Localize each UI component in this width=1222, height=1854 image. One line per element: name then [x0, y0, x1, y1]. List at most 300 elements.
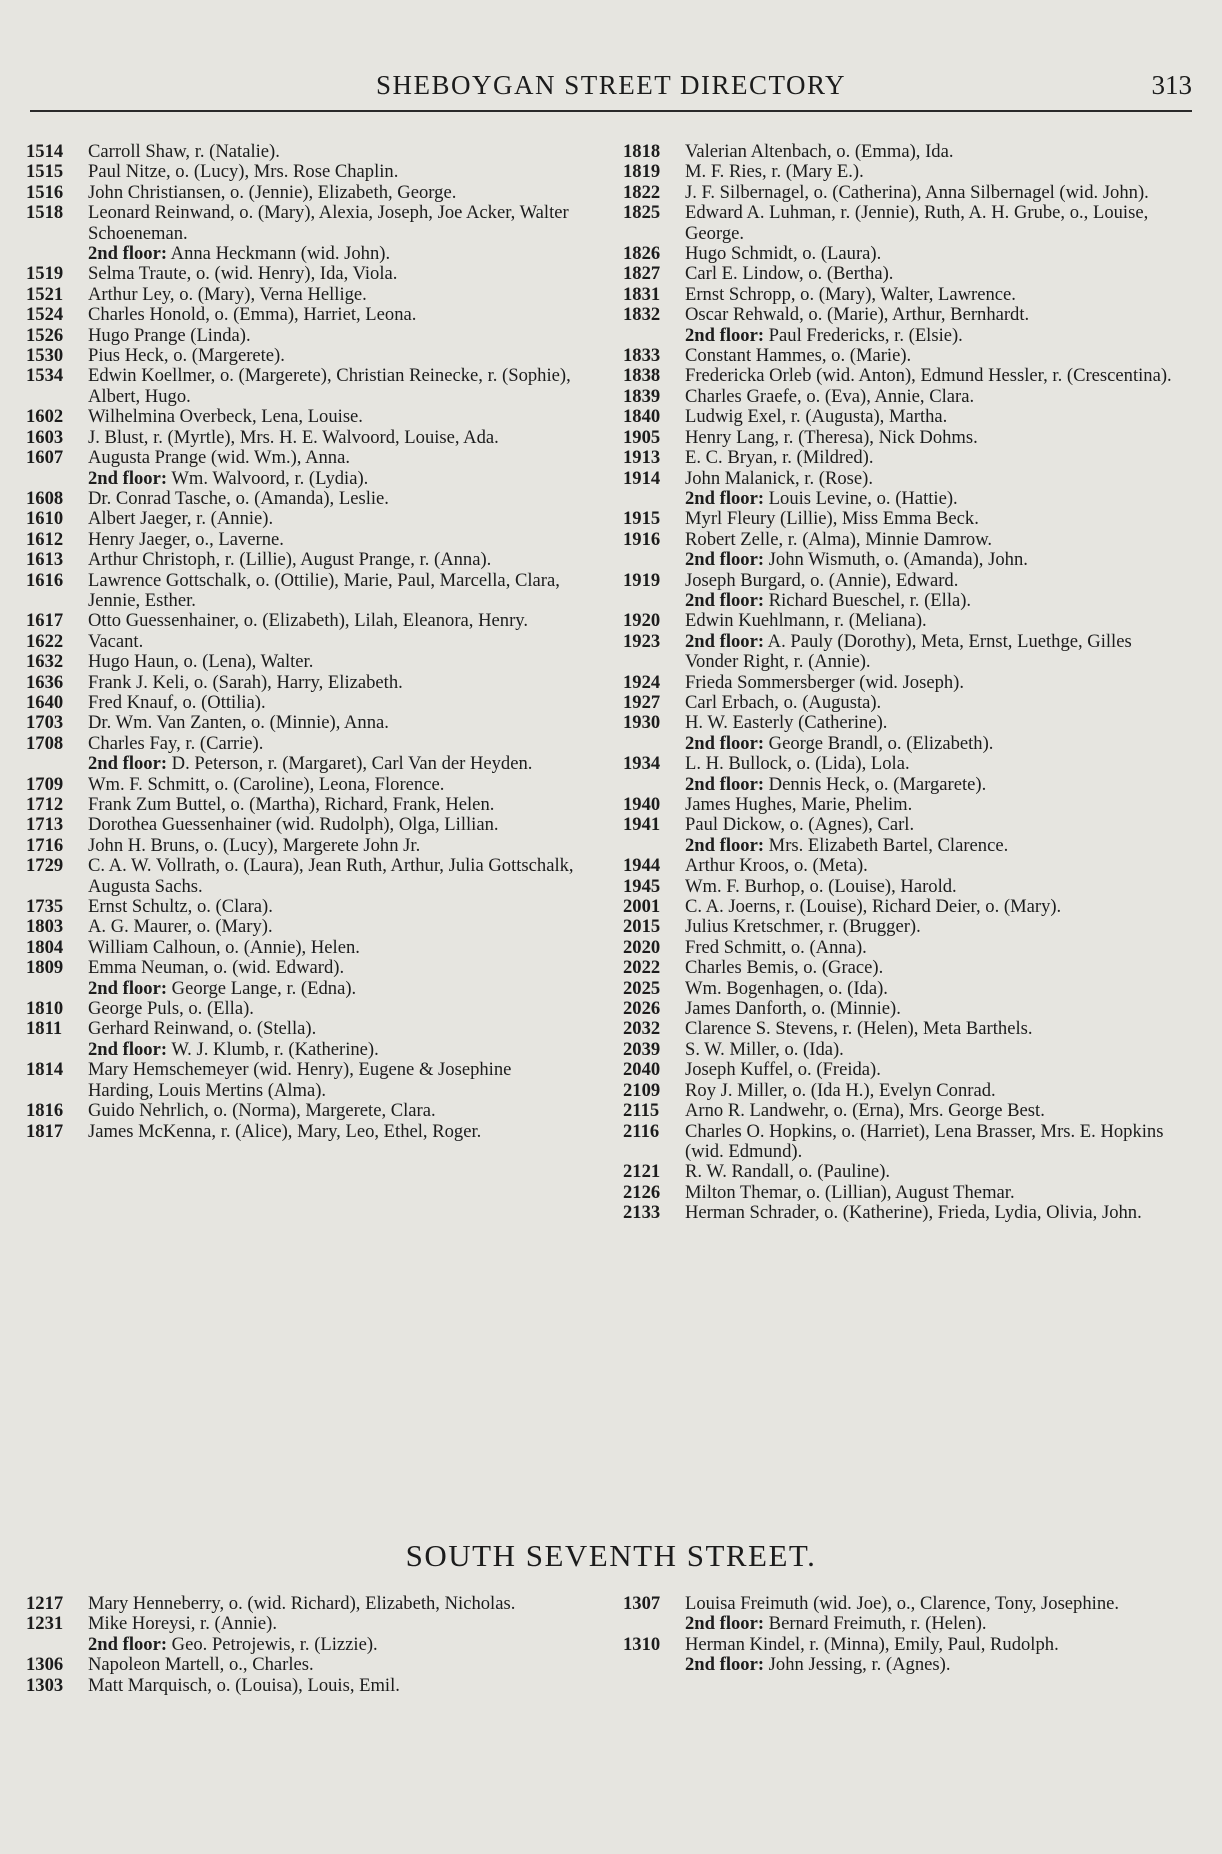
- resident-text: Anna Heckmann (wid. John).: [167, 243, 391, 265]
- resident-text: Oscar Rehwald, o. (Marie), Arthur, Bernhardt.: [685, 304, 1030, 326]
- directory-entry: [623, 632, 1178, 673]
- house-number: 1613: [26, 549, 64, 571]
- directory-entry: [26, 305, 581, 325]
- resident-text: Wm. Walvoord, r. (Lydia).: [167, 467, 369, 489]
- house-number: 1940: [623, 794, 661, 815]
- resident-text: Charles Bemis, o. (Grace).: [685, 957, 884, 979]
- directory-entry: [26, 632, 581, 652]
- resident-text: L. H. Bullock, o. (Lida), Lola.: [685, 753, 910, 775]
- resident-text: Myrl Fleury (Lillie), Miss Emma Beck.: [685, 508, 979, 530]
- directory-entry: [26, 836, 581, 856]
- directory-entry: [26, 713, 581, 733]
- house-number: 1923: [623, 630, 661, 652]
- directory-entry: [623, 1183, 1178, 1203]
- house-number: 1913: [623, 447, 661, 469]
- directory-entry: [623, 754, 1178, 774]
- resident-text: Roy J. Miller, o. (Ida H.), Evelyn Conrad.: [685, 1079, 996, 1101]
- directory-entry: [26, 652, 581, 672]
- directory-entry: [623, 1122, 1178, 1163]
- resident-text: Arthur Ley, o. (Mary), Verna Hellige.: [88, 283, 367, 305]
- directory-entry: [623, 571, 1178, 591]
- resident-text: Louisa Freimuth (wid. Joe), o., Clarence, Tony, Josephine.: [685, 1593, 1120, 1614]
- house-number: 1712: [26, 794, 64, 815]
- floor-label: 2nd floor:: [685, 589, 765, 611]
- directory-entry: [26, 264, 581, 284]
- resident-text: Robert Zelle, r. (Alma), Minnie Damrow.: [685, 528, 993, 550]
- floor-label: 2nd floor:: [685, 773, 765, 795]
- resident-text: Joseph Burgard, o. (Annie), Edward.: [685, 569, 959, 591]
- house-number: 1944: [623, 855, 661, 877]
- directory-entry: [623, 203, 1178, 244]
- house-number: 1826: [623, 243, 661, 265]
- left-column-bottom: [26, 1594, 581, 1696]
- directory-entry: [623, 469, 1178, 489]
- house-number: 1703: [26, 712, 64, 734]
- directory-entry: [26, 611, 581, 631]
- resident-text: Frank Zum Buttel, o. (Martha), Richard, Frank, Helen.: [88, 794, 495, 815]
- house-number: 1518: [26, 202, 64, 224]
- house-number: 1303: [26, 1674, 64, 1696]
- resident-text: Dr. Wm. Van Zanten, o. (Minnie), Anna.: [88, 712, 389, 734]
- directory-entry: [623, 795, 1178, 815]
- house-number: 1729: [26, 855, 64, 877]
- directory-entry: [26, 142, 581, 162]
- resident-text: Bernard Freimuth, r. (Helen).: [764, 1613, 987, 1635]
- resident-text: Ernst Schultz, o. (Clara).: [88, 896, 273, 918]
- resident-text: Henry Lang, r. (Theresa), Nick Dohms.: [685, 426, 978, 448]
- house-number: 1530: [26, 345, 64, 367]
- resident-text: Mike Horeysi, r. (Annie).: [88, 1613, 277, 1635]
- right-column-top: [623, 142, 1178, 1224]
- resident-text: Charles Graefe, o. (Eva), Annie, Clara.: [685, 385, 975, 407]
- resident-text: Frank J. Keli, o. (Sarah), Harry, Elizabeth.: [88, 671, 403, 693]
- directory-entry: [623, 611, 1178, 631]
- resident-text: Mary Henneberry, o. (wid. Richard), Elizabeth, Nicholas.: [88, 1593, 516, 1614]
- directory-entry: [623, 305, 1178, 325]
- resident-text: Hugo Prange (Linda).: [88, 324, 251, 346]
- directory-entry: [623, 958, 1178, 978]
- directory-entry: [26, 285, 581, 305]
- directory-entry: [26, 795, 581, 815]
- floor-label: 2nd floor:: [685, 732, 765, 754]
- directory-entry: [623, 673, 1178, 693]
- directory-entry: [623, 734, 1178, 754]
- directory-entry: [26, 203, 581, 244]
- house-number: 1915: [623, 508, 661, 530]
- house-number: 2116: [623, 1120, 660, 1142]
- house-number: 1924: [623, 671, 661, 693]
- directory-entry: [26, 775, 581, 795]
- page-number: 313: [1151, 70, 1192, 100]
- resident-text: C. A. Joerns, r. (Louise), Richard Deier, o. (Mary).: [685, 896, 1062, 918]
- directory-entry: [26, 428, 581, 448]
- directory-entry: [623, 448, 1178, 468]
- directory-entry: [623, 775, 1178, 795]
- directory-entry: [26, 815, 581, 835]
- directory-entry: [623, 897, 1178, 917]
- directory-entry: [26, 734, 581, 754]
- directory-entry: [26, 1635, 581, 1655]
- directory-entry: [623, 877, 1178, 897]
- resident-text: R. W. Randall, o. (Pauline).: [685, 1161, 891, 1183]
- house-number: 1519: [26, 263, 64, 285]
- resident-text: John Wismuth, o. (Amanda), John.: [764, 549, 1028, 571]
- directory-entry: [26, 326, 581, 346]
- directory-entry: [623, 285, 1178, 305]
- house-number: 2001: [623, 896, 661, 918]
- house-number: 1945: [623, 875, 661, 897]
- resident-text: Wm. F. Schmitt, o. (Caroline), Leona, Florence.: [88, 773, 445, 795]
- resident-text: Albert Jaeger, r. (Annie).: [88, 508, 274, 530]
- resident-text: Hugo Haun, o. (Lena), Walter.: [88, 651, 314, 673]
- directory-entry: [623, 979, 1178, 999]
- directory-entry: [623, 509, 1178, 529]
- directory-entry: [623, 489, 1178, 509]
- directory-entry: [623, 591, 1178, 611]
- floor-label: 2nd floor:: [685, 549, 765, 571]
- directory-entry: [26, 897, 581, 917]
- house-number: 2109: [623, 1079, 661, 1101]
- house-number: 1816: [26, 1100, 64, 1122]
- directory-entry: [623, 1060, 1178, 1080]
- house-number: 2026: [623, 998, 661, 1020]
- house-number: 2022: [623, 957, 661, 979]
- house-number: 1919: [623, 569, 661, 591]
- house-number: 1709: [26, 773, 64, 795]
- resident-text: Carl Erbach, o. (Augusta).: [685, 691, 882, 713]
- directory-entry: [623, 1162, 1178, 1182]
- resident-text: Frieda Sommersberger (wid. Joseph).: [685, 671, 965, 693]
- resident-text: Mrs. Elizabeth Bartel, Clarence.: [764, 834, 1009, 856]
- house-number: 2121: [623, 1161, 661, 1183]
- house-number: 1632: [26, 651, 64, 673]
- floor-label: 2nd floor:: [88, 977, 168, 999]
- directory-entry: [26, 999, 581, 1019]
- left-column-top: [26, 142, 581, 1142]
- resident-text: Valerian Altenbach, o. (Emma), Ida.: [685, 141, 954, 162]
- house-number: 1839: [623, 385, 661, 407]
- directory-entry: [623, 713, 1178, 733]
- directory-entry: [26, 917, 581, 937]
- section-title: SOUTH SEVENTH STREET.: [405, 1538, 817, 1573]
- resident-text: Herman Kindel, r. (Minna), Emily, Paul, Rudolph.: [685, 1633, 1059, 1655]
- directory-entry: [623, 346, 1178, 366]
- directory-entry: [26, 571, 581, 612]
- page-title: SHEBOYGAN STREET DIRECTORY: [375, 70, 847, 100]
- directory-entry: [26, 1101, 581, 1121]
- resident-text: Ludwig Exel, r. (Augusta), Martha.: [685, 406, 948, 428]
- resident-text: Edward A. Luhman, r. (Jennie), Ruth, A. H. Grube, o., Louise, George.: [685, 202, 1149, 244]
- directory-entry: [26, 1655, 581, 1675]
- resident-text: Charles Honold, o. (Emma), Harriet, Leona.: [88, 304, 417, 326]
- resident-text: Leonard Reinwand, o. (Mary), Alexia, Joseph, Joe Acker, Walter Schoeneman.: [88, 202, 569, 244]
- directory-entry: [26, 346, 581, 366]
- resident-text: Selma Traute, o. (wid. Henry), Ida, Viola.: [88, 263, 398, 285]
- directory-entry: [623, 856, 1178, 876]
- resident-text: Matt Marquisch, o. (Louisa), Louis, Emil.: [88, 1674, 400, 1696]
- house-number: 1914: [623, 467, 661, 489]
- house-number: 1817: [26, 1120, 64, 1142]
- right-column-bottom: [623, 1594, 1178, 1676]
- directory-entry: [26, 550, 581, 570]
- resident-text: John Jessing, r. (Agnes).: [764, 1654, 951, 1676]
- house-number: 1930: [623, 712, 661, 734]
- house-number: 1825: [623, 202, 661, 224]
- house-number: 1708: [26, 732, 64, 754]
- directory-entry: [26, 958, 581, 978]
- house-number: 1934: [623, 753, 661, 775]
- resident-text: Augusta Prange (wid. Wm.), Anna.: [88, 447, 350, 469]
- directory-entry: [623, 244, 1178, 264]
- directory-entry: [623, 183, 1178, 203]
- directory-entry: [623, 999, 1178, 1019]
- directory-entry: [623, 142, 1178, 162]
- house-number: 1306: [26, 1654, 64, 1676]
- directory-entry: [623, 1101, 1178, 1121]
- resident-text: James McKenna, r. (Alice), Mary, Leo, Ethel, Roger.: [88, 1120, 482, 1142]
- house-number: 2133: [623, 1202, 661, 1224]
- floor-label: 2nd floor:: [88, 753, 168, 775]
- directory-entry: [623, 836, 1178, 856]
- house-number: 1534: [26, 365, 64, 387]
- house-number: 2039: [623, 1038, 661, 1060]
- resident-text: J. Blust, r. (Myrtle), Mrs. H. E. Walvoord, Louise, Ada.: [88, 426, 499, 448]
- house-number: 2025: [623, 977, 661, 999]
- house-number: 1838: [623, 365, 661, 387]
- house-number: 1617: [26, 610, 64, 632]
- resident-text: Paul Nitze, o. (Lucy), Mrs. Rose Chaplin.: [88, 161, 399, 183]
- resident-text: J. F. Silbernagel, o. (Catherina), Anna Silbernagel (wid. John).: [685, 181, 1149, 203]
- directory-entry: [26, 1594, 581, 1614]
- directory-entry: [623, 938, 1178, 958]
- resident-text: Arno R. Landwehr, o. (Erna), Mrs. George Best.: [685, 1100, 1045, 1122]
- resident-text: Charles O. Hopkins, o. (Harriet), Lena Brasser, Mrs. E. Hopkins (wid. Edmund).: [685, 1120, 1164, 1162]
- directory-entry: [623, 1019, 1178, 1039]
- directory-entry: [623, 1081, 1178, 1101]
- resident-text: Mary Hemschemeyer (wid. Henry), Eugene & Josephine Harding, Louis Mertins (Alma).: [88, 1059, 512, 1101]
- house-number: 2020: [623, 936, 661, 958]
- directory-entry: [623, 162, 1178, 182]
- directory-entry: [623, 693, 1178, 713]
- resident-text: George Brandl, o. (Elizabeth).: [764, 732, 994, 754]
- house-number: 1602: [26, 406, 64, 428]
- directory-entry: [26, 856, 581, 897]
- floor-label: 2nd floor:: [685, 324, 765, 346]
- directory-entry: [26, 448, 581, 468]
- directory-entry: [26, 162, 581, 182]
- directory-entry: [26, 1040, 581, 1060]
- resident-text: George Puls, o. (Ella).: [88, 998, 254, 1020]
- resident-text: Julius Kretschmer, r. (Brugger).: [685, 916, 921, 938]
- resident-text: Milton Themar, o. (Lillian), August Themar.: [685, 1181, 1015, 1203]
- resident-text: C. A. W. Vollrath, o. (Laura), Jean Ruth, Arthur, Julia Gottschalk, Augusta Sachs.: [88, 855, 574, 897]
- house-number: 1607: [26, 447, 64, 469]
- resident-text: Geo. Petrojewis, r. (Lizzie).: [167, 1633, 378, 1655]
- house-number: 1832: [623, 304, 661, 326]
- house-number: 1516: [26, 181, 64, 203]
- resident-text: George Lange, r. (Edna).: [167, 977, 357, 999]
- directory-entry: [623, 428, 1178, 448]
- house-number: 1822: [623, 181, 661, 203]
- house-number: 1814: [26, 1059, 64, 1081]
- directory-entry: [623, 264, 1178, 284]
- resident-text: Dorothea Guessenhainer (wid. Rudolph), Olga, Lillian.: [88, 814, 499, 836]
- directory-entry: [26, 1019, 581, 1039]
- house-number: 1603: [26, 426, 64, 448]
- resident-text: Paul Fredericks, r. (Elsie).: [764, 324, 963, 346]
- resident-text: Joseph Kuffel, o. (Freida).: [685, 1059, 881, 1081]
- house-number: 1927: [623, 691, 661, 713]
- resident-text: Carl E. Lindow, o. (Bertha).: [685, 263, 894, 285]
- directory-entry: [26, 366, 581, 407]
- resident-text: Wilhelmina Overbeck, Lena, Louise.: [88, 406, 363, 428]
- resident-text: Napoleon Martell, o., Charles.: [88, 1654, 314, 1676]
- resident-text: Ernst Schropp, o. (Mary), Walter, Lawrence.: [685, 283, 1016, 305]
- resident-text: John H. Bruns, o. (Lucy), Margerete John Jr.: [88, 834, 421, 856]
- house-number: 1521: [26, 283, 64, 305]
- house-number: 2032: [623, 1018, 661, 1040]
- house-number: 1231: [26, 1613, 64, 1635]
- floor-label: 2nd floor:: [88, 1633, 168, 1655]
- floor-label: 2nd floor:: [685, 1654, 765, 1676]
- resident-text: Wm. F. Burhop, o. (Louise), Harold.: [685, 875, 957, 897]
- resident-text: James Hughes, Marie, Phelim.: [685, 794, 913, 815]
- resident-text: Herman Schrader, o. (Katherine), Frieda, Lydia, Olivia, John.: [685, 1202, 1142, 1224]
- directory-entry: [26, 530, 581, 550]
- house-number: 1514: [26, 141, 64, 162]
- resident-text: James Danforth, o. (Minnie).: [685, 998, 901, 1020]
- resident-text: Paul Dickow, o. (Agnes), Carl.: [685, 814, 915, 836]
- resident-text: Henry Jaeger, o., Laverne.: [88, 528, 284, 550]
- floor-label: 2nd floor:: [685, 1613, 765, 1635]
- house-number: 1515: [26, 161, 64, 183]
- house-number: 1610: [26, 508, 64, 530]
- floor-label: 2nd floor:: [685, 487, 765, 509]
- resident-text: D. Peterson, r. (Margaret), Carl Van der Heyden.: [167, 753, 533, 775]
- directory-entry: [26, 1060, 581, 1101]
- resident-text: Edwin Kuehlmann, r. (Meliana).: [685, 610, 927, 632]
- house-number: 2040: [623, 1059, 661, 1081]
- directory-entry: [26, 693, 581, 713]
- resident-text: Charles Fay, r. (Carrie).: [88, 732, 264, 754]
- resident-text: M. F. Ries, r. (Mary E.).: [685, 161, 864, 183]
- house-number: 2115: [623, 1100, 660, 1122]
- resident-text: Fred Knauf, o. (Ottilia).: [88, 691, 266, 713]
- page-header: [30, 70, 1192, 112]
- resident-text: Edwin Koellmer, o. (Margerete), Christian Reinecke, r. (Sophie), Albert, Hugo.: [88, 365, 571, 407]
- house-number: 1920: [623, 610, 661, 632]
- directory-entry: [26, 938, 581, 958]
- resident-text: John Christiansen, o. (Jennie), Elizabeth, George.: [88, 181, 457, 203]
- directory-entry: [623, 530, 1178, 550]
- house-number: 1833: [623, 345, 661, 367]
- directory-entry: [623, 1203, 1178, 1223]
- resident-text: Emma Neuman, o. (wid. Edward).: [88, 957, 345, 979]
- house-number: 1217: [26, 1593, 64, 1614]
- resident-text: A. G. Maurer, o. (Mary).: [88, 916, 273, 938]
- resident-text: Gerhard Reinwand, o. (Stella).: [88, 1018, 317, 1040]
- directory-entry: [623, 407, 1178, 427]
- house-number: 1524: [26, 304, 64, 326]
- house-number: 1811: [26, 1018, 63, 1040]
- directory-entry: [623, 1614, 1178, 1634]
- resident-text: Fred Schmitt, o. (Anna).: [685, 936, 867, 958]
- resident-text: Wm. Bogenhagen, o. (Ida).: [685, 977, 888, 999]
- directory-entry: [26, 1676, 581, 1696]
- house-number: 1608: [26, 487, 64, 509]
- house-number: 2015: [623, 916, 661, 938]
- floor-label: 2nd floor:: [88, 467, 168, 489]
- resident-text: H. W. Easterly (Catherine).: [685, 712, 888, 734]
- directory-entry: [26, 407, 581, 427]
- directory-entry: [623, 550, 1178, 570]
- directory-entry: [623, 815, 1178, 835]
- resident-text: Lawrence Gottschalk, o. (Ottilie), Marie, Paul, Marcella, Clara, Jennie, Esther.: [88, 569, 560, 611]
- directory-entry: [623, 1594, 1178, 1614]
- house-number: 1713: [26, 814, 64, 836]
- resident-text: Hugo Schmidt, o. (Laura).: [685, 243, 882, 265]
- floor-label: 2nd floor:: [685, 630, 765, 652]
- directory-entry: [623, 1655, 1178, 1675]
- resident-text: John Malanick, r. (Rose).: [685, 467, 873, 489]
- resident-text: Fredericka Orleb (wid. Anton), Edmund Hessler, r. (Crescentina).: [685, 365, 1172, 387]
- directory-entry: [623, 1040, 1178, 1060]
- floor-label: 2nd floor:: [88, 243, 168, 265]
- directory-entry: [26, 754, 581, 774]
- directory-entry: [623, 326, 1178, 346]
- house-number: 1640: [26, 691, 64, 713]
- directory-entry: [623, 917, 1178, 937]
- house-number: 1819: [623, 161, 661, 183]
- resident-text: Vacant.: [88, 630, 144, 652]
- directory-entry: [623, 366, 1178, 386]
- resident-text: Guido Nehrlich, o. (Norma), Margerete, Clara.: [88, 1100, 436, 1122]
- house-number: 1622: [26, 630, 64, 652]
- resident-text: Otto Guessenhainer, o. (Elizabeth), Lilah, Eleanora, Henry.: [88, 610, 529, 632]
- house-number: 1735: [26, 896, 64, 918]
- resident-text: Arthur Christoph, r. (Lillie), August Prange, r. (Anna).: [88, 549, 492, 571]
- directory-entry: [26, 183, 581, 203]
- resident-text: Richard Bueschel, r. (Ella).: [764, 589, 972, 611]
- resident-text: S. W. Miller, o. (Ida).: [685, 1038, 844, 1060]
- house-number: 2126: [623, 1181, 661, 1203]
- house-number: 1916: [623, 528, 661, 550]
- floor-label: 2nd floor:: [685, 834, 765, 856]
- directory-entry: [26, 673, 581, 693]
- house-number: 1612: [26, 528, 64, 550]
- house-number: 1810: [26, 998, 64, 1020]
- house-number: 1804: [26, 936, 64, 958]
- resident-text: E. C. Bryan, r. (Mildred).: [685, 447, 874, 469]
- house-number: 1827: [623, 263, 661, 285]
- resident-text: Constant Hammes, o. (Marie).: [685, 345, 912, 367]
- directory-entry: [623, 1635, 1178, 1655]
- house-number: 1818: [623, 141, 661, 162]
- resident-text: Clarence S. Stevens, r. (Helen), Meta Barthels.: [685, 1018, 1033, 1040]
- directory-entry: [26, 1122, 581, 1142]
- house-number: 1809: [26, 957, 64, 979]
- directory-entry: [26, 469, 581, 489]
- directory-entry: [26, 1614, 581, 1634]
- house-number: 1831: [623, 283, 661, 305]
- house-number: 1803: [26, 916, 64, 938]
- resident-text: Carroll Shaw, r. (Natalie).: [88, 141, 280, 162]
- directory-entry: [26, 509, 581, 529]
- resident-text: Louis Levine, o. (Hattie).: [764, 487, 958, 509]
- directory-entry: [26, 489, 581, 509]
- house-number: 1526: [26, 324, 64, 346]
- house-number: 1636: [26, 671, 64, 693]
